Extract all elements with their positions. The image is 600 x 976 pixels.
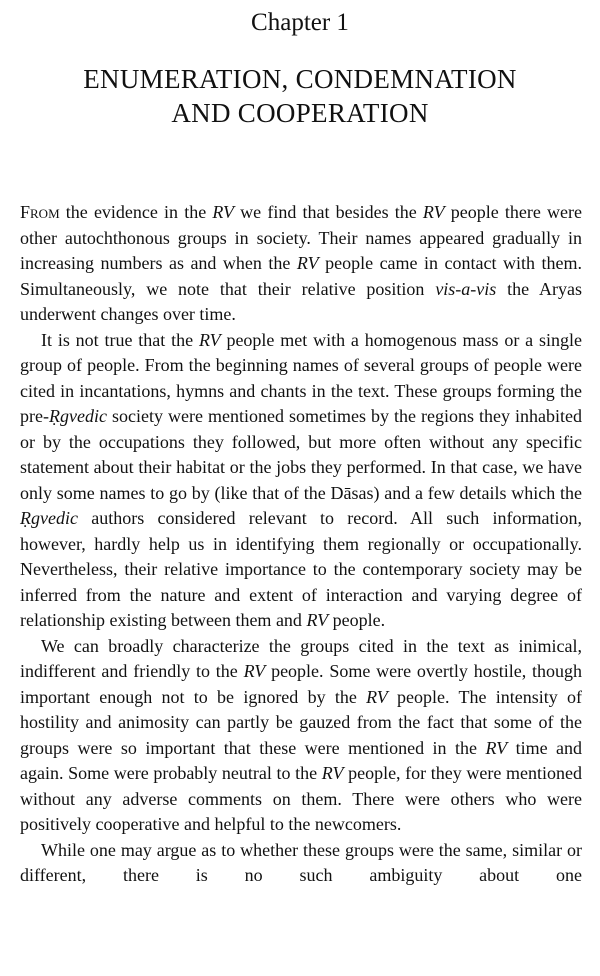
chapter-title-line-2: AND COOPERATION <box>171 98 429 128</box>
body-text <box>20 200 582 889</box>
paragraph-3: We can broadly characterize the groups cited in the text as inimical, indifferent and friendly to the RV people. Some were overtly hostile, though important enough not to be ignored by the RV people. The intensity of hostility and animosity can partly be gauzed from the fact that some of the groups were so important that these were mentioned in the RV time and again. Some were probably neutral to the RV people, for they were mentioned without any adverse comments on them. There were others who were positively cooperative and helpful to the newcomers. <box>20 635 582 834</box>
paragraph-1: From the evidence in the RV we find that besides the RV people there were other autochthonous groups in society. Their names appeared gradually in increasing numbers as and when the RV people came in contact with them. Simultaneously, we note that their relative position vis-a-vis the Aryas underwent changes over time. <box>20 202 583 324</box>
paragraph-4: While one may argue as to whether these groups were the same, similar or different, there is no such ambiguity about one <box>20 839 582 885</box>
chapter-number: Chapter 1 <box>251 9 349 36</box>
paragraph-2: It is not true that the RV people met with a homogenous mass or a single group of people. From the beginning names of several groups of people were cited in incantations, hymns and chants in the text. These groups forming the pre-Ṛgvedic society were mentioned sometimes by the regions they inhabited or by the occupations they followed, but more often without any specific statement about their habitat or the jobs they performed. In that case, we have only some names to go by (like that of the Dāsas) and a few details which the Ṛgvedic authors considered relevant to record. All such information, however, hardly help us in identifying them regionally or occupationally. Nevertheless, their relative importance to the contemporary society may be inferred from the nature and extent of interaction and varying degree of relationship existing between them and RV people. <box>20 329 582 630</box>
chapter-title-line-1: ENUMERATION, CONDEMNATION <box>83 64 517 94</box>
chapter-title <box>0 62 600 130</box>
